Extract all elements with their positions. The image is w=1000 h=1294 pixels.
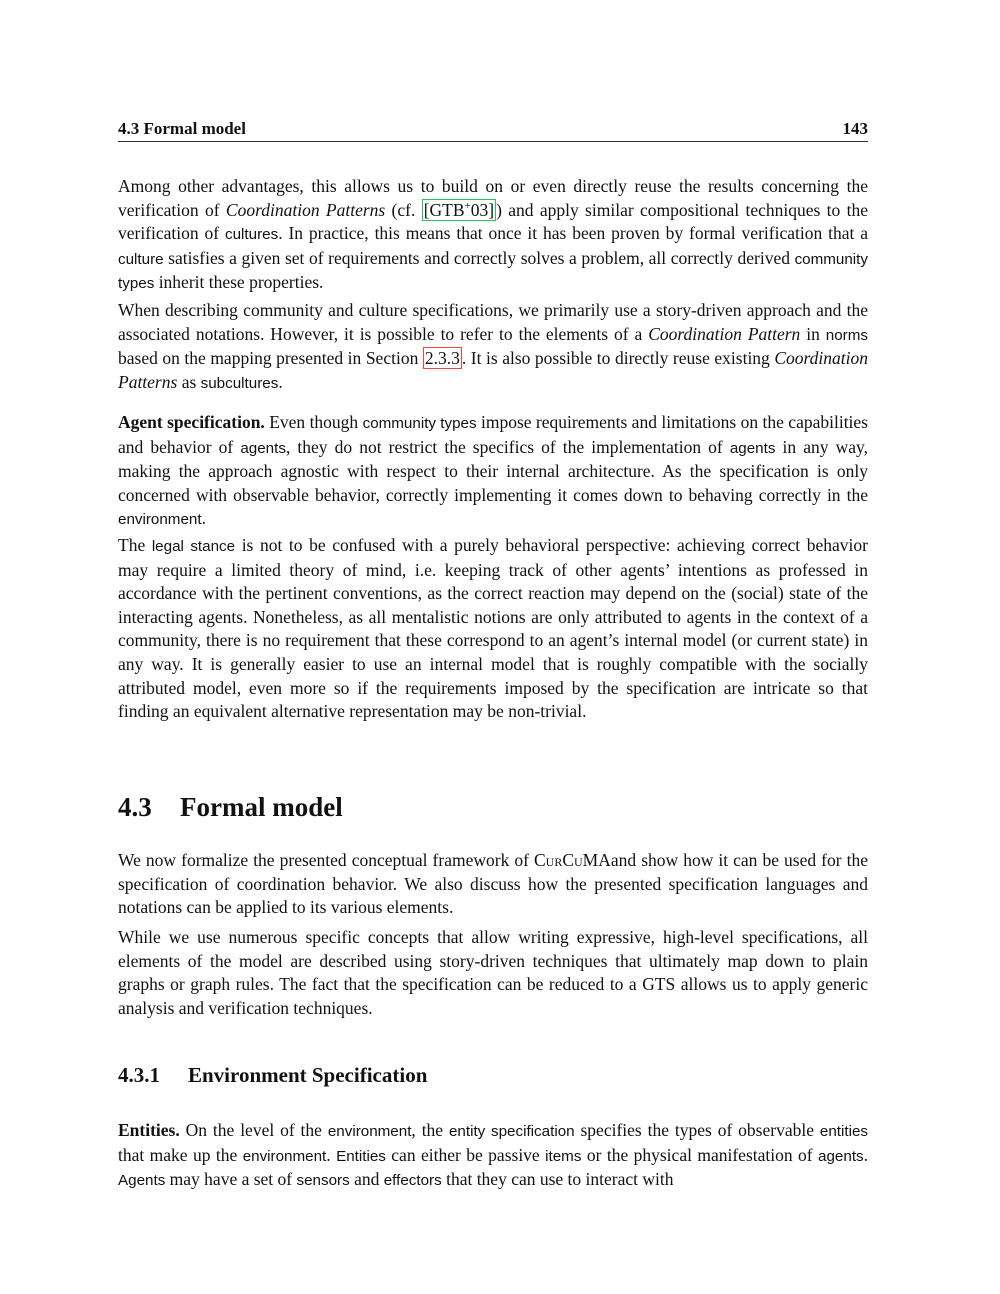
paragraph-agent-specification	[118, 411, 868, 532]
term-coordination-patterns: Coordination Patterns	[225, 199, 386, 220]
text: or the physical manifestation of	[581, 1144, 819, 1165]
text: that they can use to interact with	[441, 1169, 674, 1190]
text: impose requirements and limitations on the capabilities and behavior of	[118, 412, 868, 457]
subsection-title: Environment Specification	[188, 1063, 428, 1087]
text: We now formalize the presented conceptual framework of	[118, 850, 534, 870]
term-legal-stance: legal stance	[151, 538, 236, 555]
text: Even though	[264, 412, 363, 432]
citation-sup: +	[464, 199, 471, 212]
section-heading	[118, 790, 343, 824]
term-norms: norms	[825, 326, 868, 344]
text: that make up the	[118, 1144, 243, 1165]
term-coordination-patterns: Coordination Patterns	[118, 348, 869, 392]
text: satisfies a given set of requirements and correctly solves a problem, all correctly derived	[163, 247, 795, 268]
text: .	[863, 1144, 869, 1165]
text: , the	[411, 1120, 449, 1140]
paragraph-story-driven	[118, 299, 868, 395]
paragraph-heading: Entities.	[118, 1120, 180, 1140]
text: While we use numerous specific concepts that allow writing expressive, high-level specifications, all elements of the model are described using story-driven techniques that ultimately map down to plain graphs or graph rules. The fact that the specification can be reduced to a GTS allows us to apply generic analysis and verification techniques.	[118, 927, 868, 1018]
text: . It is also possible to directly reuse existing	[461, 348, 775, 369]
subsection-number: 4.3.1	[118, 1063, 160, 1087]
text: The	[118, 535, 152, 555]
text: ) and apply similar compositional techniques to the verification of	[118, 199, 868, 244]
text: may have a set of	[165, 1169, 297, 1190]
term-entities: Entities	[336, 1147, 386, 1165]
paragraph-entities	[118, 1119, 868, 1193]
text: and	[349, 1169, 384, 1190]
section-ref-2-3-3[interactable]: 2.3.3	[424, 348, 460, 369]
term-environment: environment	[118, 511, 202, 529]
text: When describing community and culture specifications, we primarily use a story-driven approach and the associated notations. However, it is possible to refer to the elements of a	[118, 300, 868, 344]
running-head-title: 4.3 Formal model	[118, 119, 246, 138]
term-subcultures: subcultures	[200, 374, 279, 392]
citation-label-tail: 03]	[470, 199, 495, 220]
text: and show how it can be used for the specification of coordination behavior. We also discuss how the presented specification languages and notations can be applied to its various elements.	[118, 850, 868, 918]
citation-gtb03[interactable]	[422, 199, 496, 221]
text: .	[326, 1144, 337, 1165]
text: , they do not restrict the specifics of the implementation of	[285, 436, 730, 457]
term-agents: agents	[818, 1147, 864, 1165]
text: inherit these properties.	[154, 272, 324, 293]
term-sensors: sensors	[296, 1172, 350, 1190]
term-effectors: effectors	[383, 1172, 442, 1190]
term-agents: Agents	[118, 1172, 166, 1190]
paragraph-graph-rules	[118, 926, 868, 1020]
text: On the level of the	[179, 1120, 328, 1140]
paragraph-legal-stance	[118, 534, 868, 724]
term-coordination-pattern: Coordination Pattern	[648, 323, 801, 344]
paragraph-formalize	[118, 849, 868, 920]
term-culture: culture	[118, 250, 164, 268]
term-entities: entities	[819, 1123, 868, 1140]
text: (cf.	[385, 199, 422, 220]
text: in any way, making the approach agnostic with respect to their internal architecture. As the specification is only concerned with observable behavior, correctly implementing it comes down to behaving correctly in the	[118, 436, 868, 505]
text: can either be passive	[385, 1144, 546, 1165]
text: .	[201, 508, 206, 529]
term-environment: environment	[242, 1147, 327, 1165]
term-community-types: community types	[362, 415, 477, 432]
section-number: 4.3	[118, 792, 152, 822]
text: .	[278, 371, 283, 392]
term-agents: agents	[240, 439, 286, 457]
text: as	[177, 371, 201, 392]
running-head	[118, 117, 868, 142]
text: is not to be confused with a purely behavioral perspective: achieving correct behavior may require a limited theory of mind, i.e. keeping track of other agents’ intentions as professed in accordance with the pertinent conventions, as the correct reaction may depend on the (social) state of the interacting agents. Nonetheless, as all mentalistic notions are only attributed to agents in the context of a community, there is no requirement that these correspond to an agent’s internal model (or current state) in any way. It is generally easier to use an internal model that is roughly compatible with the socially attributed model, even more so if the requirements imposed by the specification are intricate so that finding an equivalent alternative representation may be non-trivial.	[118, 535, 868, 722]
term-cultures: cultures	[225, 226, 279, 244]
paragraph-verification	[118, 175, 868, 296]
term-environment: environment	[327, 1123, 412, 1140]
page-number: 143	[842, 119, 868, 138]
term-community-types: community types	[118, 250, 868, 293]
text: based on the mapping presented in Section	[118, 348, 423, 369]
subsection-heading	[118, 1062, 427, 1088]
term-items: items	[545, 1147, 582, 1165]
section-title: Formal model	[180, 792, 343, 822]
citation-label: [GTB	[423, 199, 465, 220]
paragraph-heading: Agent specification.	[118, 412, 265, 432]
text: Among other advantages, this allows us to build on or even directly reuse the results concerning the verification of	[118, 176, 868, 220]
text: specifies the types of observable	[574, 1120, 820, 1140]
term-agents: agents	[729, 439, 776, 457]
text: . In practice, this means that once it has been proven by formal verification that a	[278, 223, 868, 244]
text: in	[800, 323, 826, 344]
framework-name: CurCuMA	[534, 850, 611, 870]
term-entity-specification: entity specification	[448, 1123, 575, 1140]
